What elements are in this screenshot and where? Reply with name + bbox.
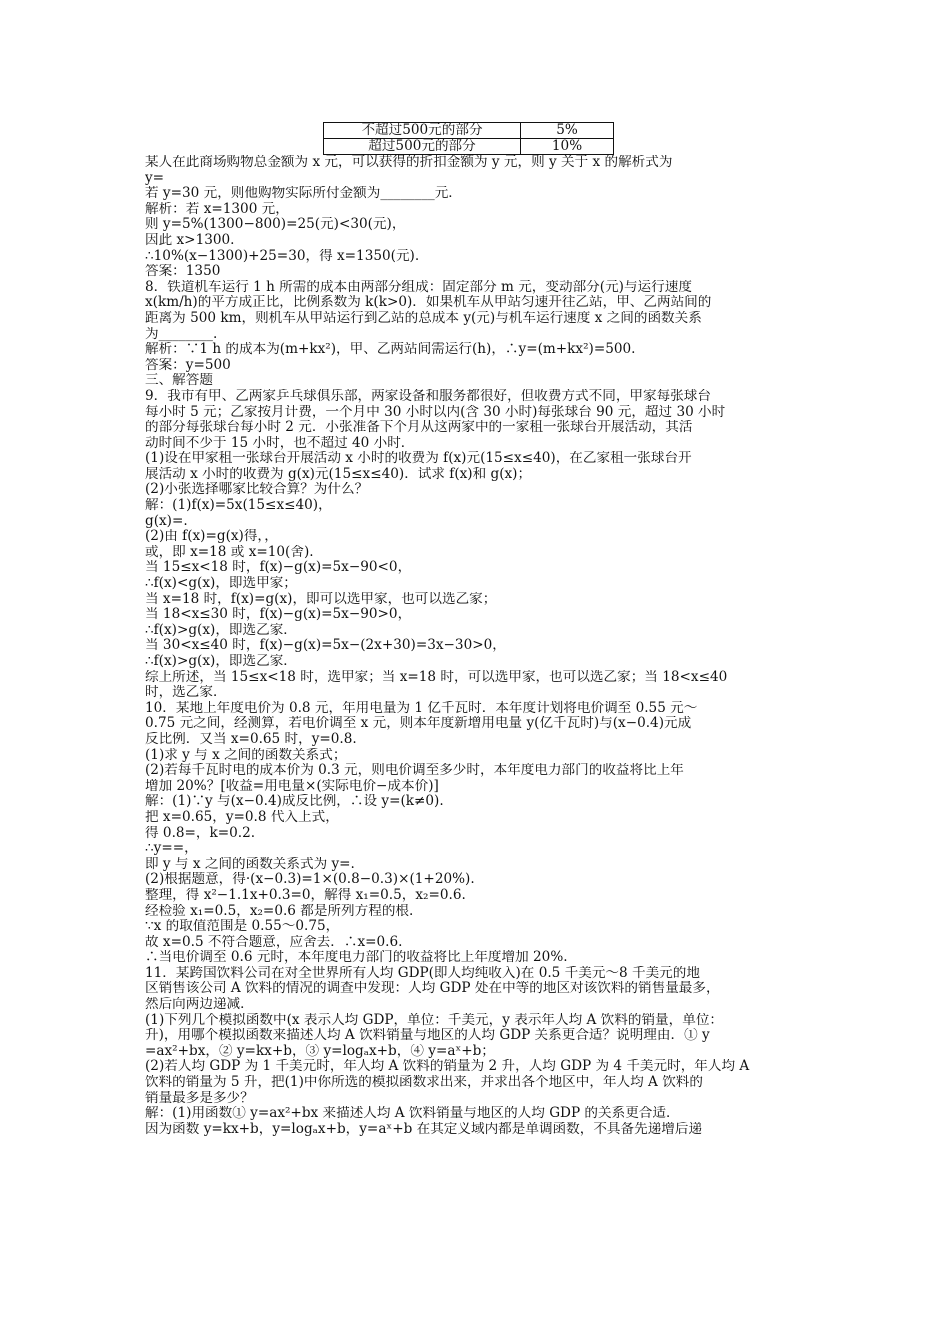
text-line: 故 x=0.5 不符合题意，应舍去．∴x=0.6. — [145, 934, 403, 950]
table-cell-rate: 10% — [521, 139, 614, 155]
text-line: 若 y=30 元，则他购物实际所付金额为________元． — [145, 186, 462, 202]
text-line: 或，即 x=18 或 x=10(舍). — [145, 544, 314, 560]
text-line: ∴f(x)<g(x)，即选甲家； — [145, 576, 297, 592]
text-line: 然后向两边递减． — [145, 997, 254, 1013]
table-cell-rate: 5% — [521, 123, 614, 139]
text-line: (2)小张选择哪家比较合算？为什么？ — [145, 482, 369, 498]
text-line: 增加 20%？[收益=用电量×(实际电价−成本价)] — [145, 778, 439, 794]
text-line: 的部分每张球台每小时 2 元．小张准备下个月从这两家中的一家租一张球台开展活动，其活 — [145, 420, 693, 436]
text-line: ∴10%(x−1300)+25=30，得 x=1350(元). — [145, 248, 420, 264]
text-line: 0.75 元之间，经测算，若电价调至 x 元，则本年度新增用电量 y(亿千瓦时)与(x−0.4)元成 — [145, 716, 692, 732]
text-line: ∴y==， — [145, 841, 198, 857]
text-line: (1)求 y 与 x 之间的函数关系式； — [145, 747, 347, 763]
table-cell-range: 超过500元的部分 — [324, 139, 521, 155]
text-line: ∴f(x)>g(x)，即选乙家． — [145, 622, 297, 638]
text-line: 即 y 与 x 之间的函数关系式为 y=. — [145, 856, 355, 872]
text-line: 解析：若 x=1300 元， — [145, 201, 289, 217]
table-cell-range: 不超过500元的部分 — [324, 123, 521, 139]
text-body — [145, 155, 815, 1137]
text-line: 解析：∵1 h 的成本为(m+kx²)，甲、乙两站间需运行(h)，∴y=(m+kx²)=500. — [145, 342, 636, 358]
text-line: 展活动 x 小时的收费为 g(x)元(15≤x≤40)．试求 f(x)和 g(x)； — [145, 466, 532, 482]
text-line: 因为函数 y=kx+b，y=logₐx+b，y=aˣ+b 在其定义域内都是单调函数，不具备先递增后递 — [145, 1121, 703, 1137]
text-line: 9．我市有甲、乙两家乒乓球俱乐部，两家设备和服务都很好，但收费方式不同，甲家每张球台 — [145, 388, 711, 404]
table-row — [324, 139, 614, 155]
text-line: g(x)=. — [145, 513, 188, 529]
discount-rate-table — [323, 122, 614, 155]
text-line: (2)若人均 GDP 为 1 千美元时，年人均 A 饮料的销量为 2 升，人均 GDP 为 4 千美元时，年人均 A — [145, 1059, 750, 1075]
text-line: 把 x=0.65，y=0.8 代入上式， — [145, 809, 339, 825]
text-line: y= — [145, 170, 165, 186]
text-line: 整理，得 x²−1.1x+0.3=0，解得 x₁=0.5，x₂=0.6. — [145, 887, 466, 903]
text-line: 每小时 5 元；乙家按月计费，一个月中 30 小时以内(含 30 小时)每张球台 90 元，超过 30 小时 — [145, 404, 726, 420]
text-line: 销量最多是多少？ — [145, 1090, 254, 1106]
text-line: x(km/h)的平方成正比，比例系数为 k(k>0)．如果机车从甲站匀速开往乙站，甲、乙两站间的 — [145, 295, 712, 311]
text-line: 饮料的销量为 5 升，把(1)中你所选的模拟函数求出来，并求出各个地区中，年人均 A 饮料的 — [145, 1075, 703, 1091]
text-line: (1)下列几个模拟函数中(x 表示人均 GDP，单位：千美元，y 表示年人均 A 饮料的销量，单位： — [145, 1012, 724, 1028]
document-page — [145, 122, 815, 1137]
text-line: 当 15≤x<18 时，f(x)−g(x)=5x−90<0， — [145, 560, 412, 576]
text-line: 综上所述，当 15≤x<18 时，选甲家；当 x=18 时，可以选甲家，也可以选乙家；当 18<x≤40 — [145, 669, 728, 685]
text-line: 则 y=5%(1300−800)=25(元)<30(元)， — [145, 217, 406, 233]
text-line: 解：(1)f(x)=5x(15≤x≤40)， — [145, 498, 332, 514]
text-line: (2)由 f(x)=g(x)得，， — [145, 529, 278, 545]
text-line: 距离为 500 km，则机车从甲站运行到乙站的总成本 y(元)与机车运行速度 x 之间的函数关系 — [145, 310, 702, 326]
text-line: 当 x=18 时，f(x)=g(x)，即可以选甲家，也可以选乙家； — [145, 591, 497, 607]
text-line: 答案：y=500 — [145, 357, 231, 373]
text-line: 三、解答题 — [145, 373, 213, 389]
text-line: 经检验 x₁=0.5，x₂=0.6 都是所列方程的根. — [145, 903, 414, 919]
table-row — [324, 123, 614, 139]
text-line: 动时间不少于 15 小时，也不超过 40 小时． — [145, 435, 415, 451]
text-line: 当 18<x≤30 时，f(x)−g(x)=5x−90>0， — [145, 607, 412, 623]
text-line: 答案：1350 — [145, 264, 221, 280]
text-line: 区销售该公司 A 饮料的情况的调查中发现：人均 GDP 处在中等的地区对该饮料的销售量最多， — [145, 981, 720, 997]
text-line: ∴当电价调至 0.6 元时，本年度电力部门的收益将比上年度增加 20%. — [145, 950, 568, 966]
text-line: 升)，用哪个模拟函数来描述人均 A 饮料销量与地区的人均 GDP 关系更合适？说明理由．① y — [145, 1028, 710, 1044]
text-line: 10．某地上年度电价为 0.8 元，年用电量为 1 亿千瓦时．本年度计划将电价调至 0.55 元～ — [145, 700, 698, 716]
text-line: (1)设在甲家租一张球台开展活动 x 小时的收费为 f(x)元(15≤x≤40)，在乙家租一张球台开 — [145, 451, 692, 467]
text-line: 解：(1)∵y 与(x−0.4)成反比例，∴设 y=(k≠0). — [145, 794, 444, 810]
text-line: 8．铁道机车运行 1 h 所需的成本由两部分组成：固定部分 m 元，变动部分(元)与运行速度 — [145, 279, 692, 295]
text-line: ∵x 的取值范围是 0.55～0.75， — [145, 919, 340, 935]
text-line: (2)若每千瓦时电的成本价为 0.3 元，则电价调至多少时，本年度电力部门的收益将比上年 — [145, 763, 684, 779]
text-line: 得 0.8=，k=0.2. — [145, 825, 256, 841]
text-line: 时，选乙家． — [145, 685, 227, 701]
text-line: 解：(1)用函数① y=ax²+bx 来描述人均 A 饮料销量与地区的人均 GDP 的关系更合适． — [145, 1106, 680, 1122]
text-line: =ax²+bx，② y=kx+b，③ y=logₐx+b，④ y=aˣ+b； — [145, 1043, 495, 1059]
text-line: 某人在此商场购物总金额为 x 元，可以获得的折扣金额为 y 元，则 y 关于 x 的解析式为 — [145, 155, 673, 170]
text-line: 11．某跨国饮料公司在对全世界所有人均 GDP(即人均纯收入)在 0.5 千美元～8 千美元的地 — [145, 965, 700, 981]
text-line: (2)根据题意，得·(x−0.3)=1×(0.8−0.3)×(1+20%). — [145, 872, 475, 888]
text-line: 反比例．又当 x=0.65 时，y=0.8. — [145, 731, 357, 747]
text-line: 为________. — [145, 326, 218, 342]
text-line: 因此 x>1300. — [145, 232, 235, 248]
text-line: 当 30<x≤40 时，f(x)−g(x)=5x−(2x+30)=3x−30>0， — [145, 638, 506, 654]
text-line: ∴f(x)>g(x)，即选乙家． — [145, 654, 297, 669]
